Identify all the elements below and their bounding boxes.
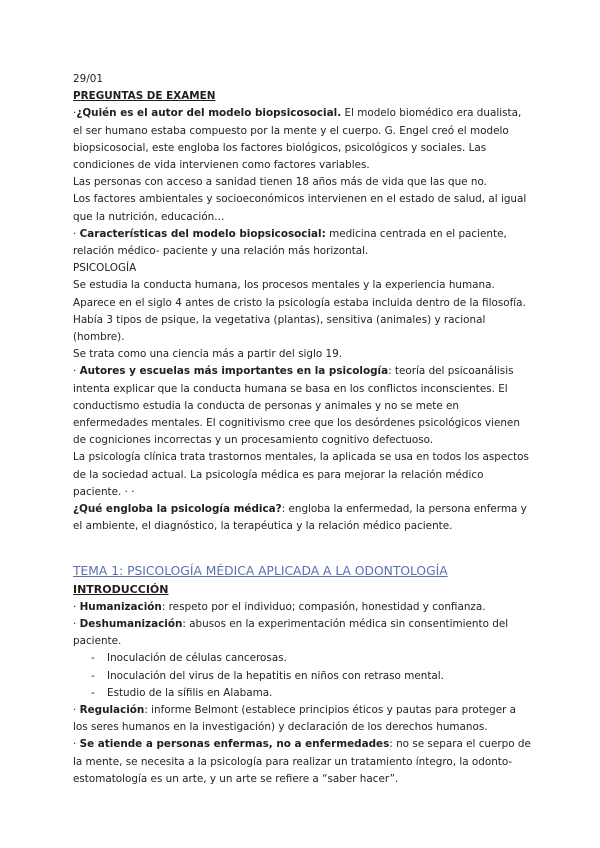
dash-list-item [73,685,533,702]
term: Humanización [79,600,162,613]
bullet: · [73,738,80,751]
bullet: · [73,703,80,716]
answer-text: : teoría del psicoanálisis intenta explicar que la conducta humana se basa en los conflictos inconscientes. El conductismo estudia la conducta de personas y animales y no se mete en enfermedades mentales. El cognitivismo cree que los desórdenes psicológicos vienen de cogniciones incorrectas y un procesamiento cognitivo defectuoso. [73,365,520,447]
question-biopsychosocial-author [73,105,533,174]
paragraph-clinica: La psicología clínica trata trastornos mentales, la aplicada se usa en todos los aspectos de la sociedad actual. La psicología médica es para mejorar la relación médico paciente. · · [73,451,529,498]
bullet: · [73,600,80,613]
exam-questions-heading: PREGUNTAS DE EXAMEN [73,90,216,103]
psicologia-line: Se estudia la conducta humana, los procesos mentales y la experiencia humana. [73,279,495,292]
bullet: · [73,227,80,240]
dash-mark: - [91,652,95,665]
tema-1-title: TEMA 1: PSICOLOGÍA MÉDICA APLICADA A LA ODONTOLOGÍA [73,564,448,579]
dash-mark: - [91,669,95,682]
paragraph-factores: Los factores ambientales y socioeconómicos intervienen en el estado de salud, al igual que la nutrición, educación… [73,193,527,223]
item-humanizacion [73,599,533,616]
answer-text: El modelo biomédico era dualista, el ser humano estaba compuesto por la mente y el cuerpo. G. Engel creó el modelo biopsicosocial, este engloba los factores biológicos, psicológicos y sociales. Las condiciones de vida intervienen como factores variables. [73,107,522,172]
definition: : abusos en la experimentación médica sin consentimiento del paciente. [73,617,509,648]
date: 29/01 [73,73,103,85]
definition: : informe Belmont (establece principios éticos y pautas para proteger a los seres humanos en la investigación) y declaración de los derechos humanos. [73,703,517,734]
paragraph-sanidad: Las personas con acceso a sanidad tienen 18 años más de vida que las que no. [73,176,487,189]
introduccion-heading: INTRODUCCIÓN [73,583,169,597]
item-deshumanizacion [73,616,533,650]
dash-list-item [73,668,533,685]
question-authors-schools [73,363,533,449]
term: Se atiende a personas enfermas, no a enfermedades [79,738,390,751]
question-text: ¿Qué engloba la psicología médica? [73,503,282,516]
question-text: ¿Quién es el autor del modelo biopsicosocial. [76,107,342,120]
term: Deshumanización [79,617,183,630]
dash-item-text: Inoculación del virus de la hepatitis en niños con retraso mental. [107,669,444,682]
definition: : respeto por el individuo; compasión, honestidad y confianza. [161,600,486,613]
question-medical-psychology [73,501,533,535]
item-personas-enfermas [73,736,533,788]
item-regulacion [73,702,533,736]
bullet: · [73,107,77,120]
section-spacer [73,535,533,562]
dash-item-text: Estudio de la sífilis en Alabama. [107,686,273,699]
psicologia-line: Se trata como una ciencia más a partir del siglo 19. [73,348,343,361]
page-content [73,71,533,788]
psicologia-line: Aparece en el siglo 4 antes de cristo la psicología estaba incluida dentro de la filosofía. [73,296,526,309]
dash-list-item [73,650,533,667]
question-text: Autores y escuelas más importantes en la psicología [79,365,389,378]
question-text: Características del modelo biopsicosocial: [79,227,326,240]
term: Regulación [79,703,145,716]
dash-mark: - [91,686,95,699]
answer-text: : engloba la enfermedad, la persona enferma y el ambiente, el diagnóstico, la terapéutica y la relación médico paciente. [73,503,527,533]
question-biopsychosocial-features [73,226,533,260]
answer-text: medicina centrada en el paciente, relación médico- paciente y una relación más horizontal. [73,227,507,258]
psicologia-line: Había 3 tipos de psique, la vegetativa (plantas), sensitiva (animales) y racional (hombre). [73,313,486,344]
bullet: · [73,365,80,378]
definition: : no se separa el cuerpo de la mente, se necesita a la psicología para realizar un tratamiento íntegro, la odonto- estomatología es un arte, y un arte se refiere a “saber hacer”. [73,738,531,785]
bullet: · [73,617,80,630]
psicologia-title: PSICOLOGÍA [73,262,137,275]
dash-item-text: Inoculación de células cancerosas. [107,652,287,665]
